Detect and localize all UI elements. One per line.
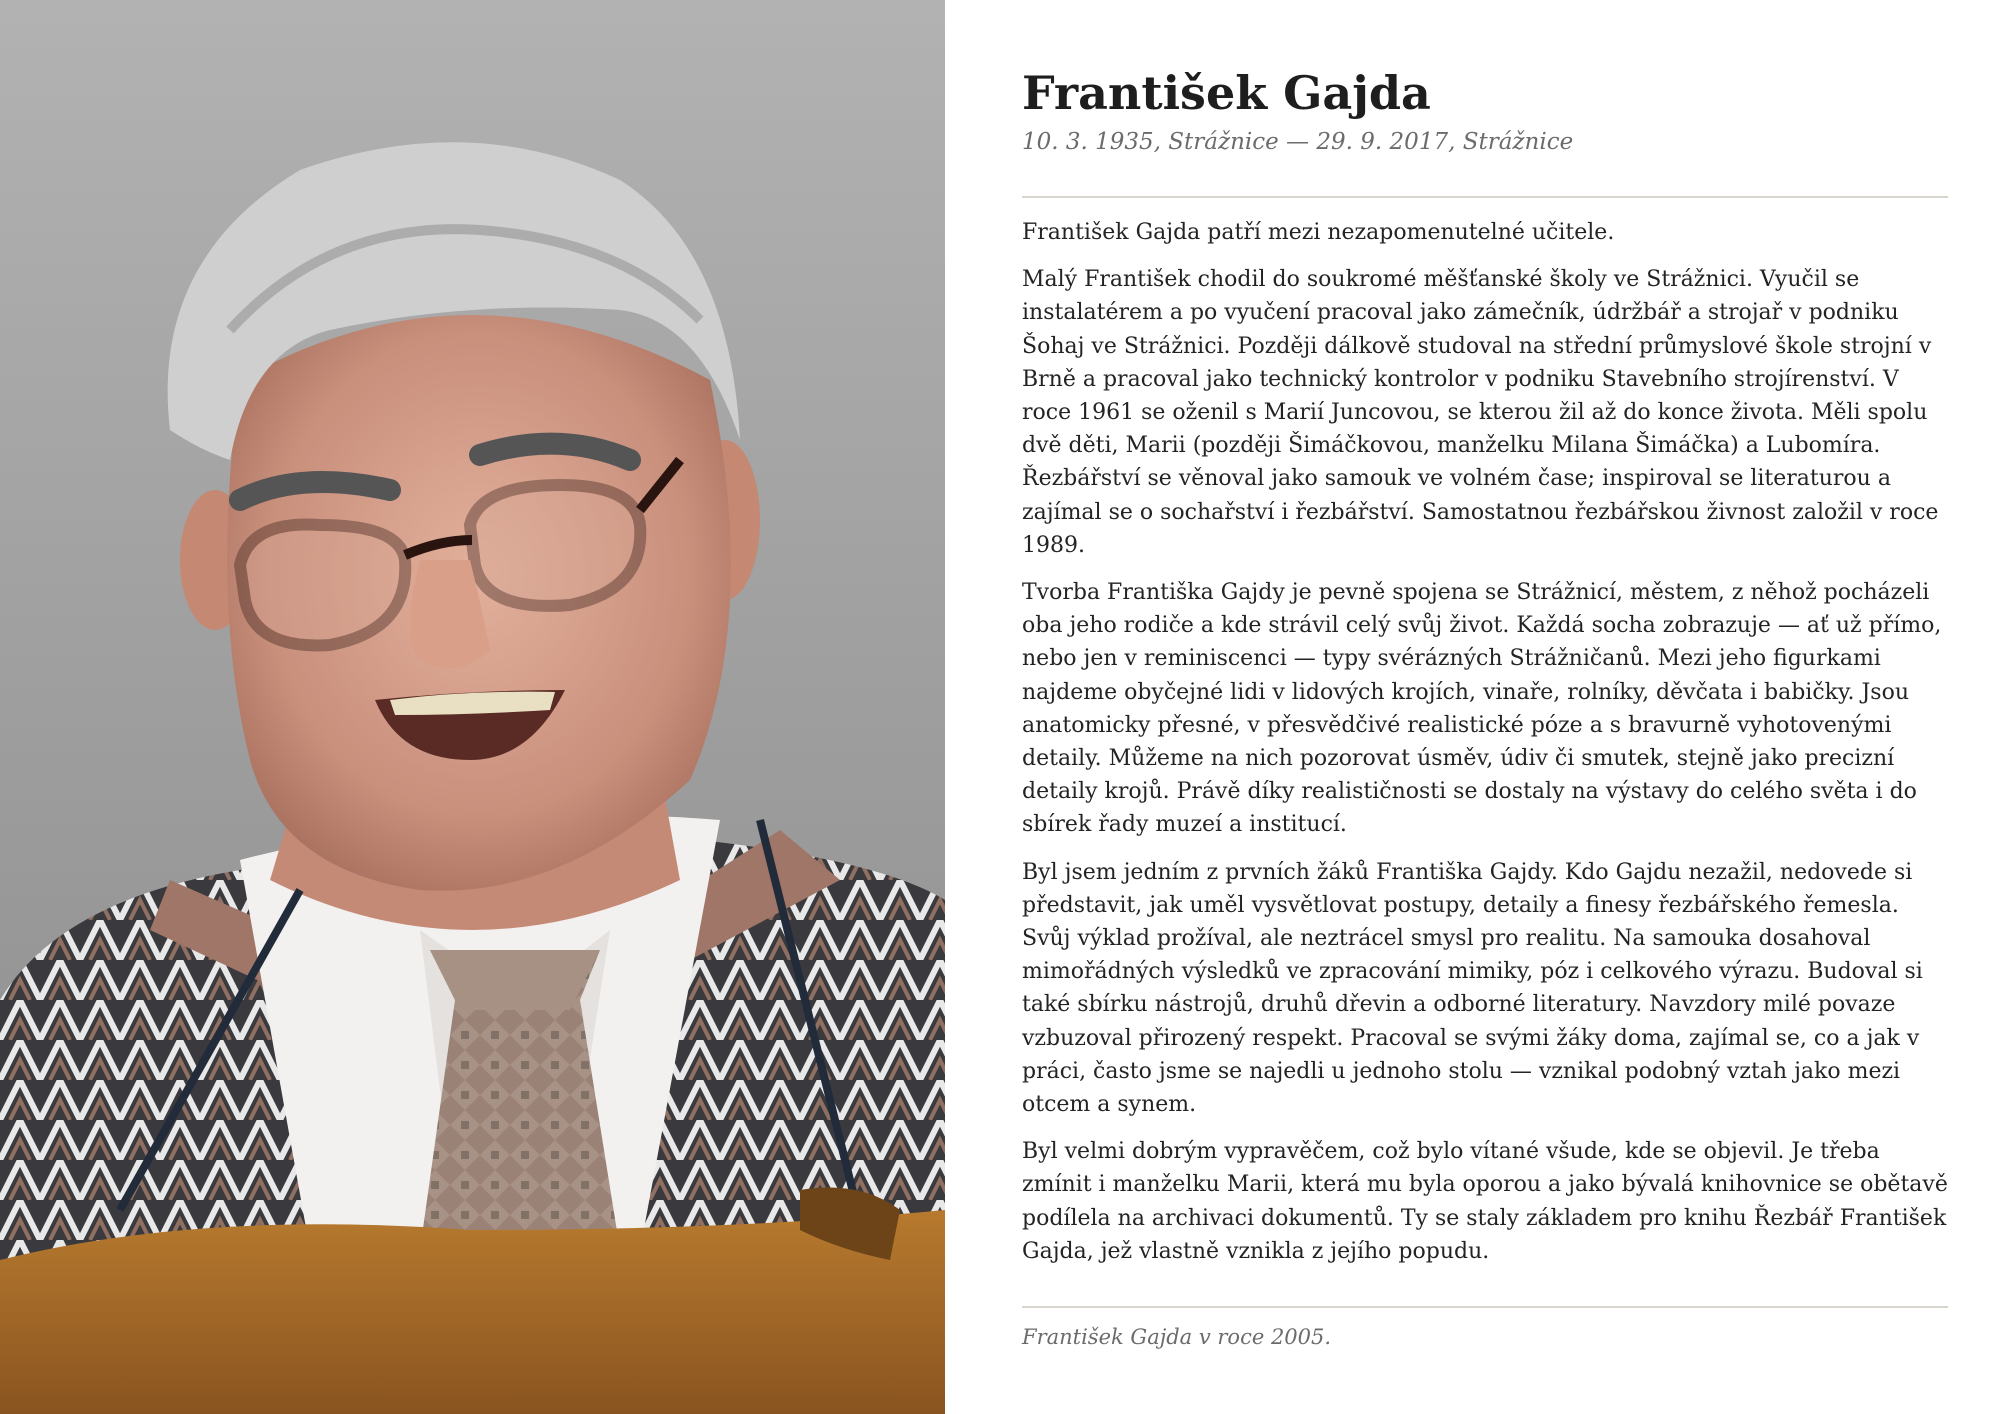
paragraph-2: Malý František chodil do soukromé měšťanské školy ve Strážnici. Vyučil se instalatérem a po vyučení pracoval jako zámečník, údržbář a strojař v podniku Šohaj ve Strážnici. Později dálkově studoval na střední průmyslové škole strojní v Brně a pracoval jako technický kontrolor v podniku Stavebního strojírenství. V roce 1961 se oženil s Marií Juncovou, se kterou žil až do konce života. Měli spolu dvě děti, Marii (později Šimáčkovou, manželku Milana Šimáčka) a Lubomíra. Řezbářství se věnoval jako samouk ve volném čase; inspiroval se literaturou a zajímal se o sochařství i řezbářství. Samostatnou řezbářskou živnost založil v roce 1989. — [1022, 267, 1939, 558]
life-dates: 10. 3. 1935, Strážnice — 29. 9. 2017, Strážnice — [1022, 129, 1574, 155]
photo-caption: František Gajda v roce 2005. — [1022, 1325, 1332, 1350]
paragraph-1: František Gajda patří mezi nezapomenutelné učitele. — [1022, 220, 1615, 245]
top-divider — [1022, 196, 1948, 198]
bottom-divider — [1022, 1306, 1948, 1308]
biography-panel — [1022, 62, 1948, 1352]
page-title: František Gajda — [1022, 66, 1431, 120]
paragraph-3: Tvorba Františka Gajdy je pevně spojena se Strážnicí, městem, z něhož pocházeli oba jeho rodiče a kde strávil celý svůj život. Každá socha zobrazuje — ať už přímo, nebo jen v reminiscenci — typy svérázných Strážničanů. Mezi jeho figurkami najdeme obyčejné lidi v lidových krojích, vinaře, rolníky, děvčata i babičky. Jsou anatomicky přesné, v přesvědčivé realistické póze a s bravurně vyhotovenými detaily. Můžeme na nich pozorovat úsměv, údiv či smutek, stejně jako precizní detaily krojů. Právě díky realističnosti se dostaly na výstavy do celého světa i do sbírek řady muzeí a institucí. — [1022, 580, 1942, 838]
biography-body — [1022, 216, 1948, 1268]
paragraph-5: Byl velmi dobrým vypravěčem, což bylo vítané všude, kde se objevil. Je třeba zmínit i manželku Marii, která mu byla oporou a jako bývalá knihovnice se obětavě podílela na archivaci dokumentů. Ty se staly základem pro knihu Řezbář František Gajda, jež vlastně vznikla z jejího popudu. — [1022, 1139, 1948, 1264]
portrait-illustration — [0, 0, 945, 1414]
paragraph-4: Byl jsem jedním z prvních žáků Františka Gajdy. Kdo Gajdu nezažil, nedovede si představit, jak uměl vysvětlovat postupy, detaily a finesy řezbářského řemesla. Svůj výklad prožíval, ale neztrácel smysl pro realitu. Na samouka dosahoval mimořádných výsledků ve zpracování mimiky, póz i celkového výrazu. Budoval si také sbírku nástrojů, druhů dřevin a odborné literatury. Navzdory milé povaze vzbuzoval přirozený respekt. Pracoval se svými žáky doma, zajímal se, co a jak v práci, často jsme se najedli u jednoho stolu — vznikal podobný vztah jako mezi otcem a synem. — [1022, 859, 1923, 1118]
portrait-photo — [0, 0, 945, 1414]
